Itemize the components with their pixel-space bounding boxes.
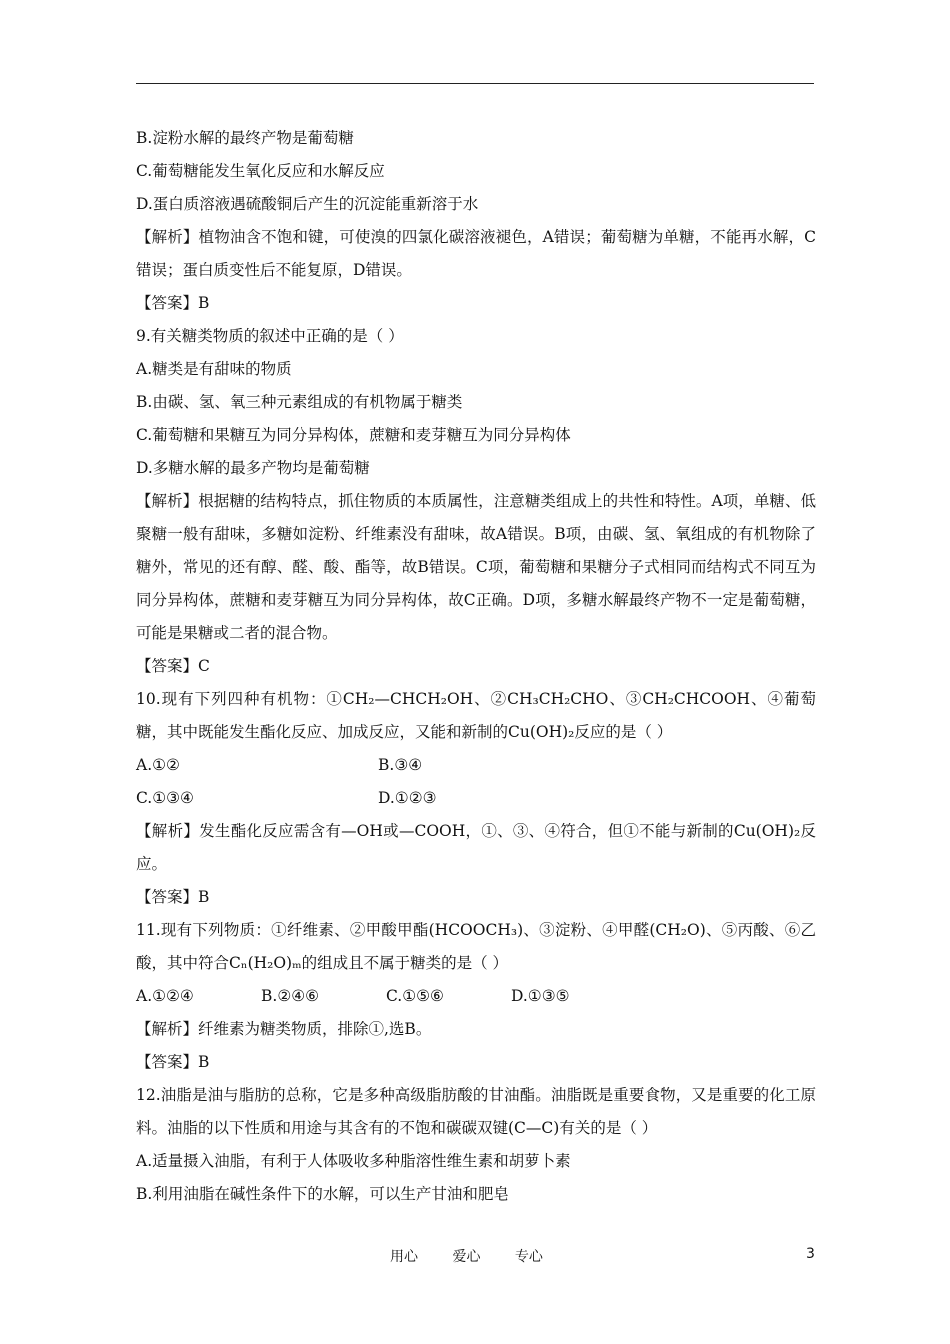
question-11: 11.现有下列物质：①纤维素、②甲酸甲酯(HCOOCH₃)、③淀粉、④甲醛(CH₂O)、⑤丙酸、⑥乙酸，其中符合Cₙ(H₂O)ₘ的组成且不属于糖类的是（ ）	[136, 921, 816, 972]
options-row-2-q10	[136, 782, 816, 815]
analysis-q8: 【解析】植物油含不饱和键，可使溴的四氯化碳溶液褪色，A错误；葡萄糖为单糖，不能再水解，C错误；蛋白质变性后不能复原，D错误。	[136, 228, 816, 279]
option-a-q11: A.①②④	[136, 987, 194, 1005]
option-d-q9: D.多糖水解的最多产物均是葡萄糖	[136, 459, 370, 477]
question-12: 12.油脂是油与脂肪的总称，它是多种高级脂肪酸的甘油酯。油脂既是重要食物，又是重要的化工原料。油脂的以下性质和用途与其含有的不饱和碳碳双键(C—C)有关的是（ ）	[136, 1086, 816, 1137]
page-number: 3	[806, 1246, 815, 1262]
footer-word-2: 爱心	[452, 1249, 481, 1265]
answer-q11: 【答案】B	[136, 1053, 210, 1071]
analysis-q9: 【解析】根据糖的结构特点，抓住物质的本质属性，注意糖类组成上的共性和特性。A项，单糖、低聚糖一般有甜味，多糖如淀粉、纤维素没有甜味，故A错误。B项，由碳、氢、氧组成的有机物除了糖外，常见的还有醇、醛、酸、酯等，故B错误。C项，葡萄糖和果糖分子式相同而结构式不同互为同分异构体，蔗糖和麦芽糖互为同分异构体，故C正确。D项，多糖水解最终产物不一定是葡萄糖，可能是果糖或二者的混合物。	[136, 492, 816, 642]
option-d-q11: D.①③⑤	[511, 987, 570, 1005]
option-b-q11: B.②④⑥	[261, 987, 320, 1005]
footer-word-3: 专心	[514, 1249, 543, 1265]
option-c-q10: C.①③④	[136, 789, 194, 807]
question-9: 9.有关糖类物质的叙述中正确的是（ ）	[136, 327, 404, 345]
analysis-q10: 【解析】发生酯化反应需含有—OH或—COOH，①、③、④符合，但①不能与新制的Cu(OH)₂反应。	[136, 822, 816, 873]
options-row-q11	[136, 980, 816, 1013]
analysis-q11: 【解析】纤维素为糖类物质，排除①,选B。	[136, 1020, 432, 1038]
option-c-q9: C.葡萄糖和果糖互为同分异构体，蔗糖和麦芽糖互为同分异构体	[136, 426, 571, 444]
question-10: 10.现有下列四种有机物：①CH₂—CHCH₂OH、②CH₃CH₂CHO、③CH₂CHCOOH、④葡萄糖，其中既能发生酯化反应、加成反应，又能和新制的Cu(OH)₂反应的是（ ）	[136, 690, 816, 741]
options-row-1-q10	[136, 749, 816, 782]
footer-motto	[390, 1246, 573, 1266]
option-d-q8: D.蛋白质溶液遇硫酸铜后产生的沉淀能重新溶于水	[136, 195, 479, 213]
answer-q8: 【答案】B	[136, 294, 210, 312]
option-c-q8: C.葡萄糖能发生氧化反应和水解反应	[136, 162, 385, 180]
answer-q10: 【答案】B	[136, 888, 210, 906]
option-b-q12: B.利用油脂在碱性条件下的水解，可以生产甘油和肥皂	[136, 1185, 509, 1203]
option-d-q10: D.①②③	[378, 789, 437, 807]
document-body	[136, 122, 816, 1211]
option-a-q10: A.①②	[136, 756, 180, 774]
footer-word-1: 用心	[390, 1249, 418, 1265]
option-a-q9: A.糖类是有甜味的物质	[136, 360, 292, 378]
answer-q9: 【答案】C	[136, 657, 210, 675]
option-a-q12: A.适量摄入油脂，有利于人体吸收多种脂溶性维生素和胡萝卜素	[136, 1152, 571, 1170]
header-rule	[136, 83, 814, 84]
option-b-q10: B.③④	[378, 756, 423, 774]
option-b-q9: B.由碳、氢、氧三种元素组成的有机物属于糖类	[136, 393, 463, 411]
option-b-q8: B.淀粉水解的最终产物是葡萄糖	[136, 129, 354, 147]
option-c-q11: C.①⑤⑥	[386, 987, 444, 1005]
